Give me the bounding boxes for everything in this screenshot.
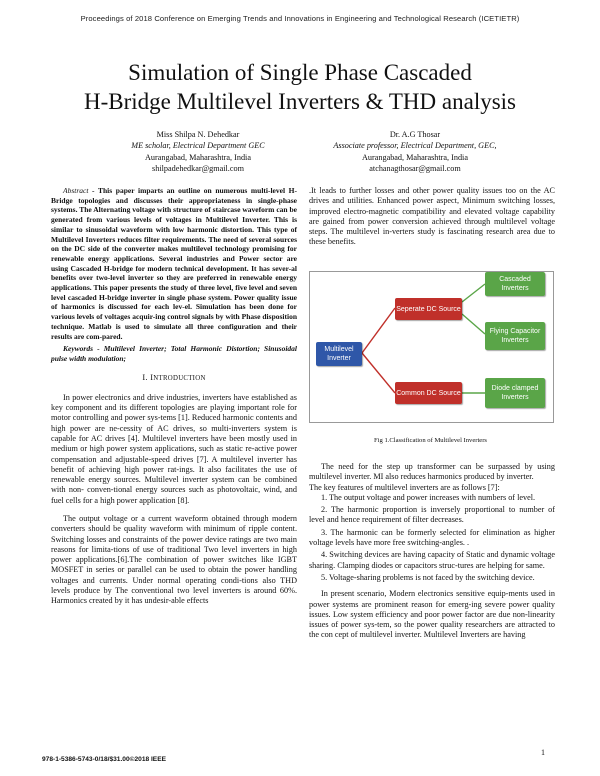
- right-column-body: [309, 462, 555, 641]
- paper-title: [40, 58, 560, 116]
- abstract: [51, 186, 297, 341]
- author-1: [83, 129, 313, 174]
- section-heading: [51, 373, 297, 384]
- author-affiliation: ME scholar, Electrical Department GEC: [131, 141, 265, 151]
- author-name: Dr. A.G Thosar: [389, 130, 441, 139]
- author-email: atchanagthosar@gmail.com: [369, 163, 461, 173]
- author-email: shilpadehedkar@gmail.com: [152, 163, 244, 173]
- section-number: I. I: [142, 373, 154, 383]
- paragraph: In present scenario, Modern electronics sensitive equip-ments used in power systems are prominent reason for emerg-ing severe power quality issues. Low system efficiency and poor power factor are due non-linearity issues of power sys-tem, so the power quality researchers are attracted to the con cept of multilevel inverter. Multilevel Inverters are having: [309, 589, 555, 640]
- abstract-text: - This paper imparts an outline on numerous multi-level H-Bridge topologies and discusses their appropriateness in single-phase systems. The Alternating voltage with structure of staircase waveform can be generated from various levels of voltages in Multilevel Inverter. This is similar to sinusoidal waveform with low harmonic distortion. This type of Multilevel Inverters reduces filter requirements. The need of several sources on the DC side of the converter makes multilevel technology promising for renewable energy applications. Several industries and Power sector are using Cascaded H-bridge for modern technical development. It has sever-al benefits over two-level inverter so they are preferred in renewable energy applications. This paper presents the study of three level, five level and seven level cascaded H-bridge inverter in single phase system. Power quality issue of harmonics is discussed for each lev-el. Simulation has been done for various levels of voltages acquir-ing control signals by with Phase disposition technique. Matlab is used to simulate all three configuration and their results are com-pared.: [51, 186, 297, 341]
- page-number: 1: [541, 748, 545, 757]
- connector-line: [362, 353, 395, 393]
- author-2: [300, 129, 530, 174]
- connector-line: [462, 284, 485, 302]
- author-affiliation: Associate professor, Electrical Department, GEC,: [333, 141, 497, 151]
- author-name: Miss Shilpa N. Dehedkar: [156, 130, 240, 139]
- right-column-intro: [309, 186, 555, 248]
- title-line-2: H-Bridge Multilevel Inverters & THD analysis: [83, 89, 516, 114]
- paragraph: The need for the step up transformer can be surpassed by using multilevel inverter. MI also reduces harmonics produced by inverter.: [309, 462, 555, 482]
- list-item: 1. The output voltage and power increases with numbers of level.: [321, 492, 536, 502]
- node-separate-dc-source: Seperate DC Source: [395, 298, 462, 320]
- footer-isbn: 978-1-5386-5743-0/18/$31.00©2018 IEEE: [42, 756, 167, 763]
- paragraph: In power electronics and drive industries, inverters have established as key component and its different topologies are playing important role for motor controlling and power sys-tems [1]. Reduced harmonic contents and high power are ne-cessity of AC drives, so multi-inverters system is capable for AC drives [4]. Multilevel inverters have been mostly used in medium or high power system applications, such as static re-active power compensation and adjustable-speed drives [7]. A multilevel inverter has benefit of achieving high power rat-ings. It also facilitates the use of renewable energy sources. Multilevel inverter system can be combined with non- conven-tional energy sources such as photovoltaic, wind, and fuel cells for a high power application [8].: [51, 392, 297, 505]
- node-multilevel-inverter: Multilevel Inverter: [316, 342, 362, 366]
- abstract-lead: Abstract: [63, 186, 89, 195]
- conference-header: Proceedings of 2018 Conference on Emerging Trends and Innovations in Engineering and Technological Research (ICETIETR): [80, 14, 520, 23]
- title-line-1: Simulation of Single Phase Cascaded: [128, 60, 472, 85]
- figure-caption: Fig 1.Classification of Multilevel Inverters: [374, 437, 487, 444]
- connector-line: [362, 308, 395, 353]
- node-flying-capacitor-inverters: Flying Capacitor Inverters: [485, 322, 545, 350]
- paragraph: The output voltage or a current waveform obtained through modern converters should be quality waveform with minimum of ripple content. Switching losses and constraints of the power device ratings are two main reasons for limita-tions of use of traditional Two level inverters in high power applications.[6].The combination of power switches like IGBT MOSFET in series or parallel can be used to obtain the power handling voltages and currents. Under normal operating condi-tions also THD levels produce by The conventional two level inverters is around 60%. Harmonics created by it has undesir-able effects: [51, 514, 297, 606]
- figure-diagram: [309, 271, 554, 423]
- node-cascaded-inverters: Cascaded Inverters: [485, 272, 545, 296]
- connector-line: [462, 314, 485, 334]
- list-item: 4. Switching devices are having capacity of Static and dynamic voltage sharing. Clamping diodes or capacitors struc-tures are helping for same.: [309, 550, 555, 570]
- author-city: Aurangabad, Maharashtra, India: [362, 152, 468, 162]
- paragraph: .It leads to further losses and other power quality issues too on the AC drives and utilities. Enhanced power aspect, Minimum switching losses, improved electro-magnetic compatibility and elevated voltage capability are gained from power conversion achieved through multilevel voltage steps. The multilevel in-verters study is fascinating research area due to these benefits.: [309, 186, 555, 247]
- paragraph: The key features of multilevel inverters are as follows [7]:: [309, 482, 500, 492]
- author-city: Aurangabad, Maharashtra, India: [145, 152, 251, 162]
- list-item: 5. Voltage-sharing problems is not faced by the switching device.: [321, 572, 535, 582]
- list-item: 3. The harmonic can be formerly selected for elimination as higher voltage levels have more free switching-angles. .: [309, 527, 555, 548]
- node-diode-clamped-inverters: Diode clamped Inverters: [485, 378, 545, 408]
- list-item: 2. The harmonic proportion is inversely proportional to number of level and hence requirement of filter decreases.: [309, 505, 555, 525]
- left-column: [51, 186, 297, 607]
- keywords: Keywords - Multilevel Inverter; Total Harmonic Distortion; Sinusoidal pulse width modulation;: [51, 344, 297, 363]
- section-title: NTRODUCTION: [153, 375, 206, 383]
- node-common-dc-source: Common DC Source: [395, 382, 462, 404]
